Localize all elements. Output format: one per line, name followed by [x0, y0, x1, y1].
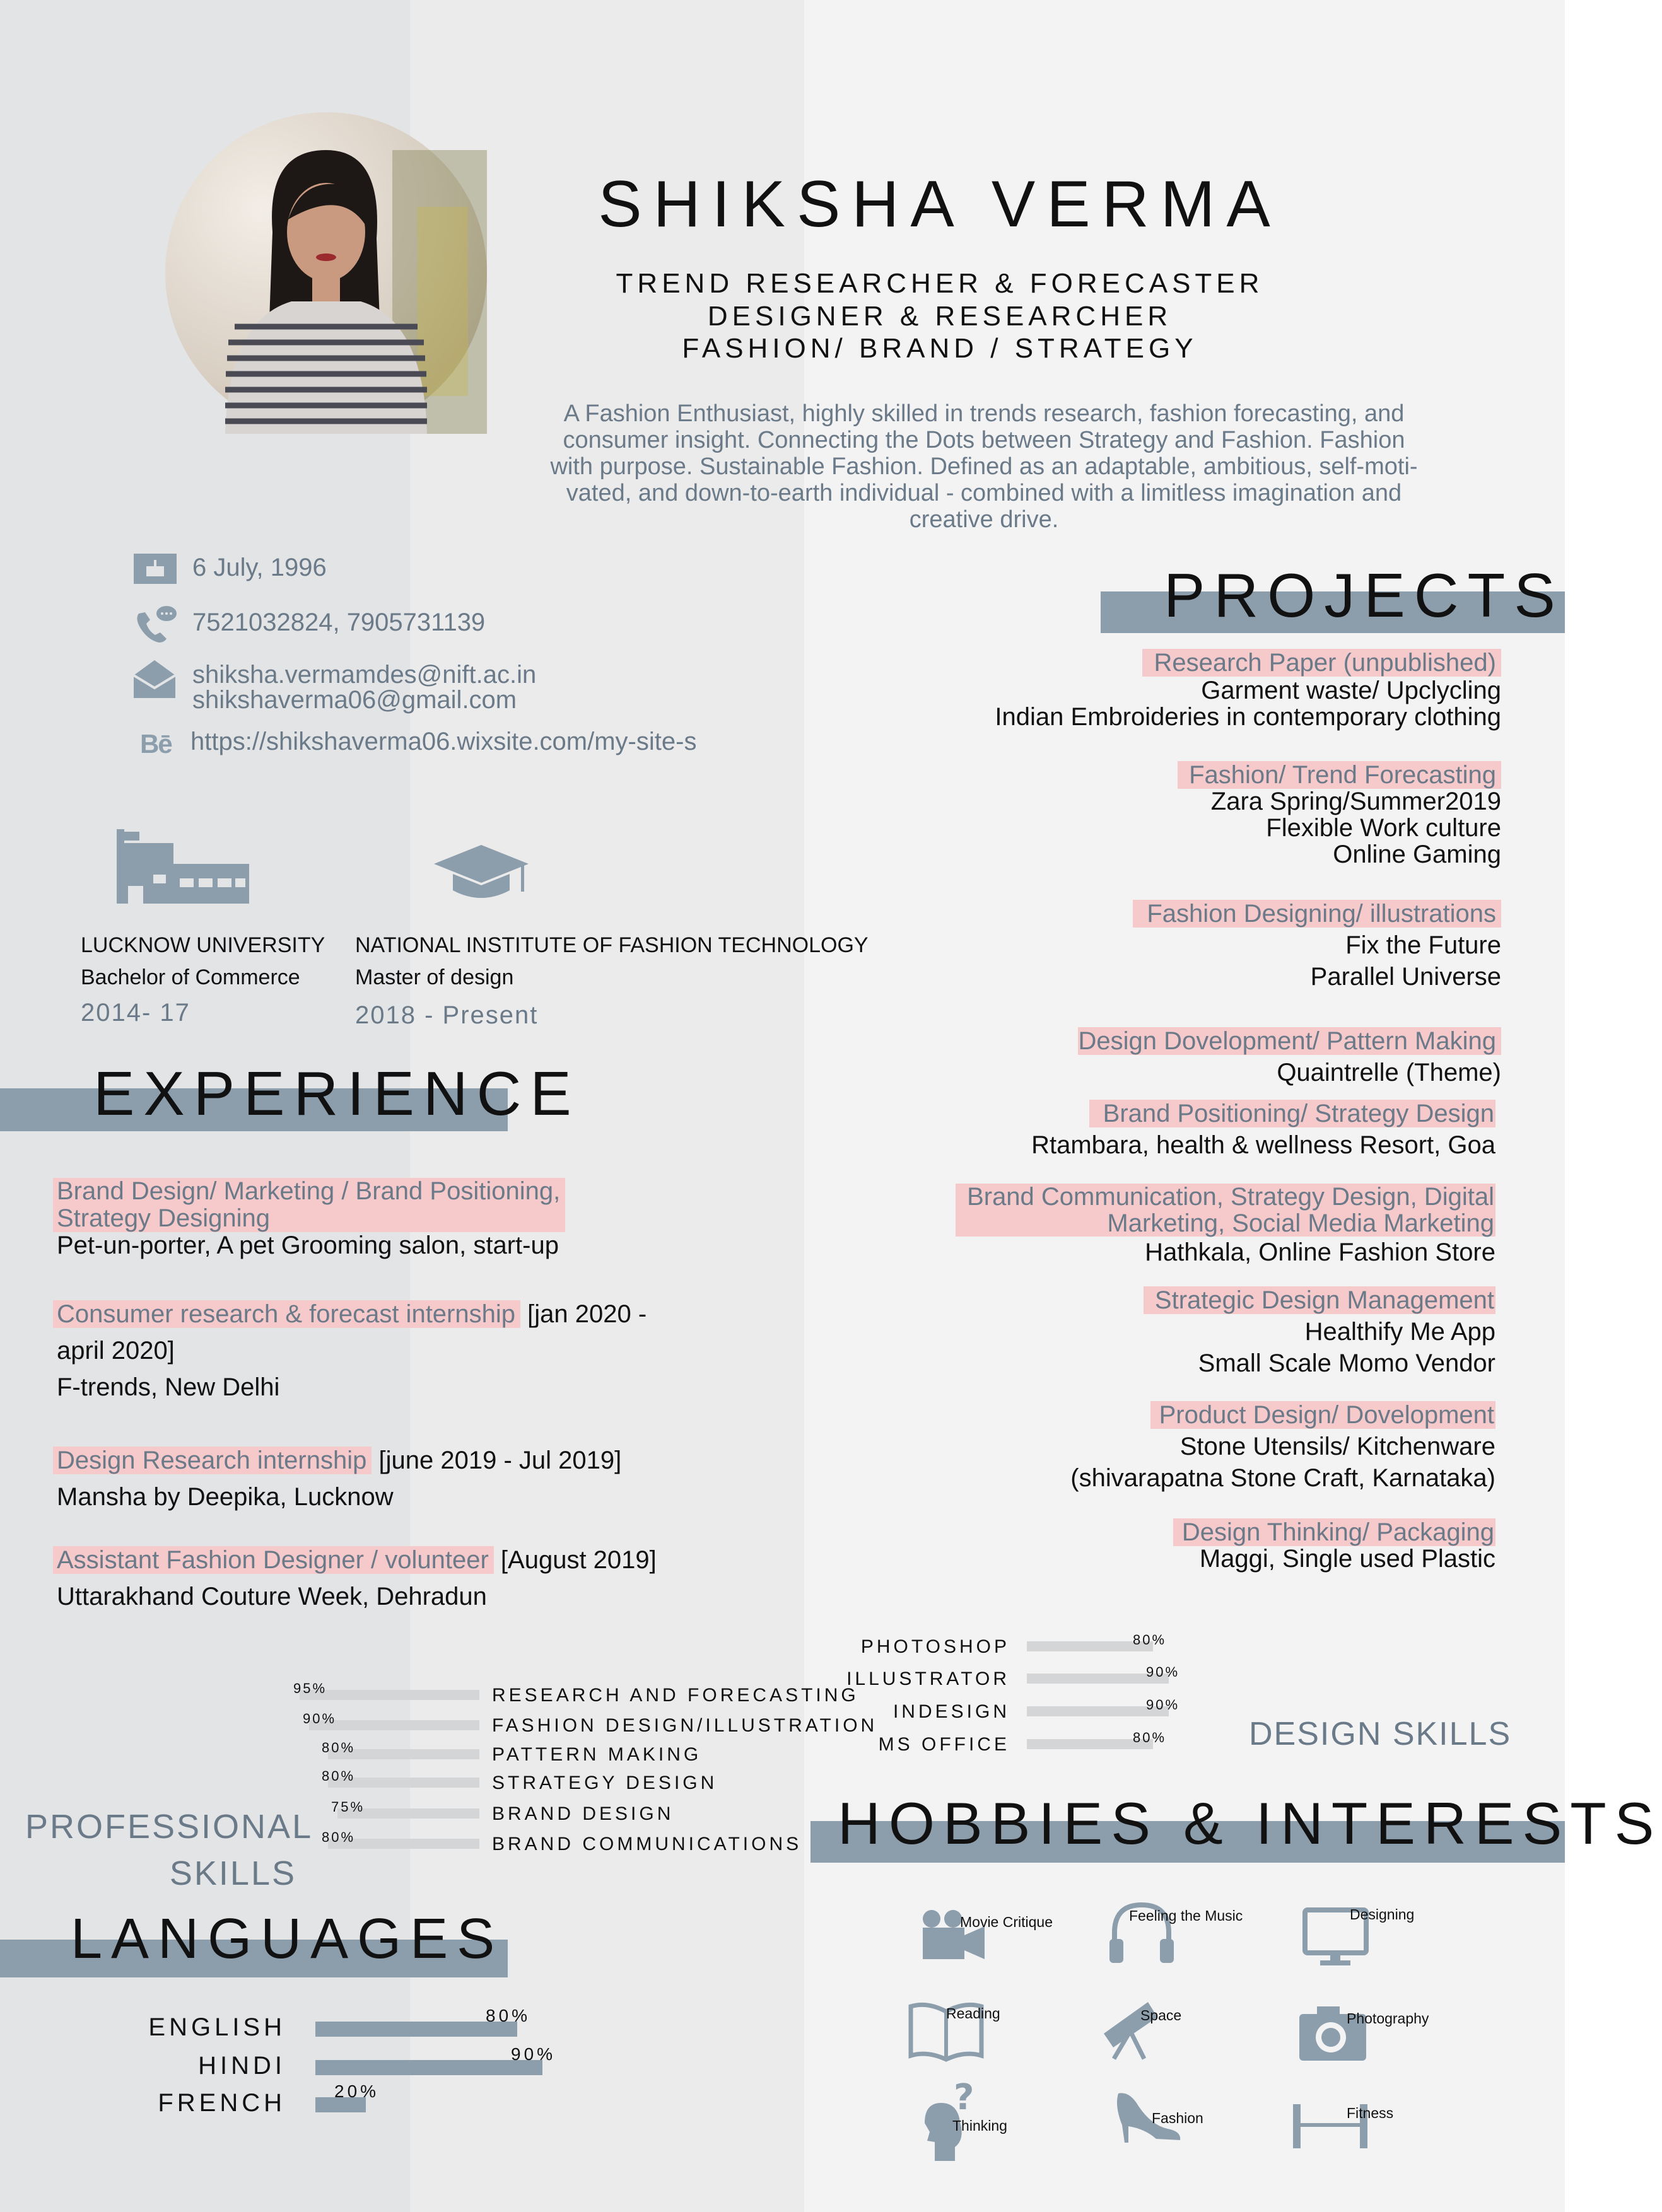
summary-line: creative drive. [909, 506, 1059, 533]
experience-date: [jan 2020 - [520, 1300, 647, 1328]
hobby-label: Feeling the Music [1129, 1907, 1243, 1924]
project-line: Indian Embroideries in contemporary clothing [995, 703, 1501, 731]
project-category: Brand Positioning/ Strategy Design [1089, 1100, 1495, 1127]
language-bar [315, 2060, 542, 2075]
project-category: Research Paper (unpublished) [1142, 649, 1501, 677]
summary-line: vated, and down-to-earth individual - combined with a limitless imagination and [566, 480, 1402, 506]
behance-icon: Bē [140, 729, 172, 759]
language-label: FRENCH [158, 2089, 286, 2117]
email-primary[interactable]: shiksha.vermamdes@nift.ac.in [192, 661, 537, 689]
projects-list [744, 649, 1501, 1086]
summary-line: consumer insight. Connecting the Dots between Strategy and Fashion. Fashion [563, 427, 1405, 453]
hobby-label: Fashion [1152, 2110, 1203, 2126]
experience-item-4 [53, 1542, 778, 1615]
design-skill-percent: 90% [1146, 1664, 1180, 1680]
hobby-label: Reading [946, 2005, 1000, 2022]
project-line: Maggi, Single used Plastic [1199, 1545, 1495, 1573]
phone-numbers: 7521032824, 7905731139 [192, 608, 486, 636]
experience-date: [August 2019] [493, 1546, 657, 1574]
professional-skill-label: FASHION DESIGN/ILLUSTRATION [492, 1715, 878, 1736]
svg-text:?: ? [954, 2077, 974, 2118]
hobby-label: Photography [1347, 2010, 1429, 2027]
person-name: SHIKSHA VERMA [598, 168, 1282, 241]
project-category: Marketing, Social Media Marketing [1107, 1209, 1494, 1237]
language-percent: 80% [486, 2006, 531, 2025]
hobby-label: Movie Critique [960, 1914, 1053, 1930]
summary [479, 400, 1489, 533]
project-line: Rtambara, health & wellness Resort, Goa [1031, 1131, 1495, 1159]
project-line: Healthify Me App [1304, 1318, 1495, 1346]
date-of-birth: 6 July, 1996 [192, 554, 327, 581]
summary-line: with purpose. Sustainable Fashion. Defined as an adaptable, ambitious, self-moti- [550, 453, 1418, 480]
experience-role: Assistant Fashion Designer / volunteer [53, 1546, 494, 1574]
professional-skill-label: STRATEGY DESIGN [492, 1773, 718, 1793]
experience-role-highlight [53, 1178, 565, 1232]
project-line: Quaintrelle (Theme) [1277, 1059, 1501, 1086]
profile-photo [165, 112, 487, 434]
project-line: Flexible Work culture [1266, 814, 1501, 842]
design-skill-percent: 80% [1133, 1632, 1167, 1648]
professional-skills-heading-line: PROFESSIONAL [25, 1808, 313, 1846]
experience-detail: Pet-un-porter, A pet Grooming salon, start-up [57, 1231, 559, 1259]
role-title-3: FASHION/ BRAND / STRATEGY [682, 333, 1198, 364]
project-category: Fashion Designing/ illustrations [1133, 900, 1501, 928]
languages-heading: LANGUAGES [71, 1907, 504, 1970]
education-years-1: 2014- 17 [81, 999, 190, 1027]
role-title-1: TREND RESEARCHER & FORECASTER [616, 268, 1264, 299]
project-category-highlight [956, 1184, 1495, 1237]
education-institution-1: LUCKNOW UNIVERSITY [81, 933, 325, 957]
project-line: Zara Spring/Summer2019 [1210, 788, 1501, 815]
experience-detail: Uttarakhand Couture Week, Dehradun [57, 1583, 487, 1610]
experience-item-1 [53, 1178, 621, 1259]
hobbies-heading: HOBBIES & INTERESTS [838, 1790, 1662, 1856]
language-label: HINDI [198, 2052, 286, 2080]
portfolio-link[interactable]: https://shikshaverma06.wixsite.com/my-site-s [190, 728, 697, 755]
professional-skill-label: BRAND COMMUNICATIONS [492, 1834, 802, 1854]
design-skill-label: PHOTOSHOP [860, 1636, 1010, 1657]
projects-heading: PROJECTS [1164, 561, 1564, 630]
hobby-label: Space [1140, 2007, 1182, 2023]
professional-skill-label: RESEARCH AND FORECASTING [492, 1685, 859, 1706]
experience-role: Strategy Designing [57, 1204, 270, 1232]
project-line: Online Gaming [1333, 841, 1501, 868]
project-category: Product Design/ Dovelopment [1150, 1401, 1495, 1429]
project-line: Parallel Universe [1310, 963, 1501, 991]
project-category: Brand Communication, Strategy Design, Digital [967, 1183, 1494, 1211]
professional-skill-percent: 95% [293, 1680, 327, 1696]
design-skill-label: ILLUSTRATOR [846, 1668, 1010, 1689]
professional-skill-label: PATTERN MAKING [492, 1744, 702, 1765]
project-category: Design Thinking/ Packaging [1173, 1518, 1495, 1546]
project-item [744, 649, 1501, 730]
graduation-cap-icon [434, 845, 529, 905]
professional-skill-percent: 90% [303, 1711, 337, 1726]
project-line: Fix the Future [1345, 931, 1501, 959]
project-line: (shivarapatna Stone Craft, Karnataka) [1070, 1464, 1495, 1492]
project-item [676, 1100, 1495, 1158]
project-item [676, 1287, 1495, 1377]
university-building-icon [117, 829, 249, 905]
language-percent: 20% [334, 2081, 380, 2101]
experience-role: Brand Design/ Marketing / Brand Positioning, [57, 1177, 561, 1205]
project-line: Garment waste/ Upclycling [1201, 677, 1501, 704]
experience-item-3 [53, 1442, 747, 1515]
language-percent: 90% [511, 2044, 556, 2064]
professional-skills-heading-line: SKILLS [169, 1854, 296, 1892]
hobby-label: Designing [1350, 1906, 1415, 1923]
education-years-2: 2018 - Present [355, 1001, 539, 1029]
professional-skill-percent: 80% [322, 1768, 356, 1784]
design-skill-percent: 90% [1146, 1697, 1180, 1713]
hobby-label: Fitness [1347, 2105, 1394, 2121]
professional-skill-percent: 80% [322, 1829, 356, 1845]
experience-item-2 [53, 1296, 684, 1406]
email-secondary[interactable]: shikshaverma06@gmail.com [192, 686, 517, 714]
project-line: Small Scale Momo Vendor [1198, 1349, 1495, 1377]
project-line: Hathkala, Online Fashion Store [1145, 1238, 1495, 1266]
professional-skills-heading [25, 1803, 313, 1897]
project-item [676, 1402, 1495, 1491]
telescope-icon [1097, 1996, 1164, 2062]
experience-heading: EXPERIENCE [93, 1059, 580, 1128]
education-degree-2: Master of design [355, 965, 514, 989]
role-title-2: DESIGNER & RESEARCHER [707, 301, 1173, 332]
professional-skill-label: BRAND DESIGN [492, 1803, 674, 1824]
design-skills-heading: DESIGN SKILLS [1249, 1716, 1512, 1752]
project-item [676, 1184, 1495, 1266]
experience-date: [june 2019 - Jul 2019] [372, 1447, 622, 1474]
email-icon [132, 659, 177, 699]
experience-detail: Mansha by Deepika, Lucknow [57, 1483, 394, 1511]
professional-skill-percent: 75% [331, 1799, 365, 1815]
project-category: Design Dovelopment/ Pattern Making [1078, 1027, 1501, 1055]
summary-line: A Fashion Enthusiast, highly skilled in trends research, fashion forecasting, and [563, 400, 1405, 427]
project-category: Strategic Design Management [1144, 1286, 1495, 1314]
education-institution-2: NATIONAL INSTITUTE OF FASHION TECHNOLOGY [355, 933, 869, 957]
experience-detail: april 2020] [57, 1337, 175, 1365]
project-item [676, 1519, 1495, 1572]
experience-role: Design Research internship [53, 1447, 372, 1474]
project-item [744, 900, 1501, 990]
project-item [744, 1028, 1501, 1086]
design-skill-label: INDESIGN [892, 1701, 1010, 1722]
project-line: Stone Utensils/ Kitchenware [1179, 1433, 1495, 1460]
project-category: Fashion/ Trend Forecasting [1178, 761, 1501, 789]
experience-detail: F-trends, New Delhi [57, 1373, 280, 1401]
professional-skill-percent: 80% [322, 1740, 356, 1755]
projects-list-lower [676, 1100, 1495, 1572]
project-item [744, 762, 1501, 868]
experience-role: Consumer research & forecast internship [53, 1300, 520, 1328]
language-label: ENGLISH [148, 2013, 286, 2041]
design-skill-label: MS OFFICE [878, 1734, 1010, 1755]
phone-icon [132, 602, 178, 645]
hobby-label: Thinking [952, 2117, 1007, 2134]
birthday-cake-icon [132, 550, 178, 585]
education-degree-1: Bachelor of Commerce [81, 965, 300, 989]
design-skill-percent: 80% [1133, 1730, 1167, 1745]
